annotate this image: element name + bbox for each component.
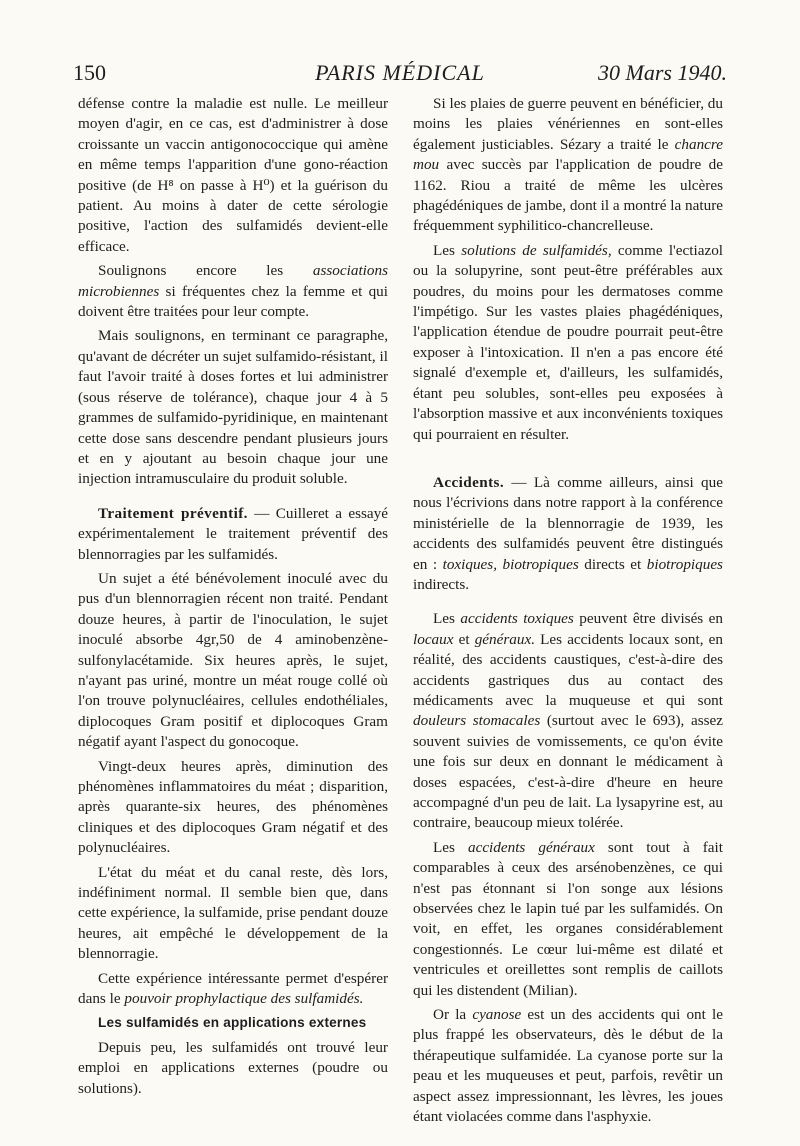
journal-title: PARIS MÉDICAL	[315, 60, 485, 85]
right-column	[413, 94, 723, 1134]
run-in-heading: Traitement préventif.	[98, 504, 248, 522]
issue-date: 30 Mars 1940.	[598, 60, 727, 85]
paragraph: défense contre la maladie est nulle. Le meilleur moyen d'agir, en ce cas, est d'administrer à dose croissante un vaccin antigonococcique qui amène en même temps l'apparition d'une gono-réaction positive (de H⁸ on passe à H⁰) et la guérison du patient. Au moins à dater de cette sérologie positive, l'action des sulfamidés devient-elle efficace.	[78, 95, 388, 255]
page-header	[73, 60, 727, 88]
paragraph: Vingt-deux heures après, diminution des phénomènes inflammatoires du méat ; disparition, après quarante-six heures, des phénomènes cliniques et des diplocoques Gram négatif et des polynucléaires.	[78, 757, 388, 857]
run-in-heading: Accidents.	[433, 473, 505, 491]
paragraph: Soulignons encore les associations microbiennes si fréquentes chez la femme et qui doivent être traitées pour leur compte.	[78, 262, 388, 321]
section-preventive-treatment: Traitement préventif. — Cuilleret a essayé expérimentalement le traitement préventif des blennorragies par les sulfamidés.	[78, 504, 388, 563]
paragraph: Si les plaies de guerre peuvent en bénéficier, du moins les plaies vénériennes en sont-elles également justiciables. Sézary a traité le chancre mou avec succès par l'application de poudre de 1162. Riou a traité de même les ulcères phagédéniques de jambe, dont il a montré la nature fréquemment syphilitico-chancrelleuse.	[413, 95, 723, 235]
paragraph: Un sujet a été bénévolement inoculé avec du pus d'un blennorragien récent non traité. Pendant douze heures, à partir de l'inoculation, le sujet inoculé absorbe 4gr,50 de 4 aminobenzène-sulfonylacétamide. Six heures après, le sujet, n'ayant pas uriné, montre un méat rouge collé où l'on trouve polynucléaires, cellules endothéliales, diplocoques Gram positif et diplocoques Gram négatif ayant l'aspect du gonocoque.	[78, 569, 388, 751]
section-accidents: Accidents. — Là comme ailleurs, ainsi que nous l'écrivions dans notre rapport à la conférence ministérielle de la blennorragie de 1939, les accidents des sulfamidés peuvent être distingués en : toxiques, biotropiques directs et biotropiques indirects.	[413, 473, 723, 593]
paragraph: Depuis peu, les sulfamidés ont trouvé leur emploi en applications externes (poudre ou solutions).	[78, 1038, 388, 1097]
left-column	[78, 94, 388, 1134]
paragraph: Or la cyanose est un des accidents qui ont le plus frappé les observateurs, dès le début de la thérapeutique sulfamidée. La cyanose porte sur la peau et les muqueuses et peut, parfois, revêtir un aspect assez impressionnant, les lèvres, les joues étant violacées comme dans l'asphyxie.	[413, 1006, 723, 1126]
paragraph: Les accidents toxiques peuvent être divisés en locaux et généraux. Les accidents locaux sont, en réalité, des accidents caustiques, c'est-à-dire des accidents gastriques dus au contact des médicaments avec la muqueuse et qui sont douleurs stomacales (surtout avec le 693), assez souvent suivies de vomissements, ce qu'on évite une fois sur deux en donnant le médicament à doses espacées, c'est-à-dire d'heure en heure accompagné d'un peu de lait. La lysapyrine est, au contraire, beaucoup mieux tolérée.	[413, 610, 723, 832]
page-number: 150	[73, 60, 106, 85]
section-heading: Les sulfamidés en applications externes	[98, 1015, 367, 1031]
paragraph: Les accidents généraux sont tout à fait comparables à ceux des arsénobenzènes, ce qui n'est pas étonnant si l'on songe aux lésions observées chez le lapin tué par les sulfamidés. On voit, en effet, les organes considérablement congestionnés. Le cœur lui-même est dilaté et ventricules et oreillettes sont remplis de caillots qui les distendent (Milian).	[413, 838, 723, 999]
paragraph: Cette expérience intéressante permet d'espérer dans le pouvoir prophylactique des sulfamidés.	[78, 969, 388, 1008]
paragraph: Les solutions de sulfamidés, comme l'ectiazol ou la solupyrine, sont peut-être préférables aux poudres, du moins pour les dermatoses comme l'impétigo. Sur les vastes plaies phagédéniques, l'application étendue de poudre pourrait peut-être exposer à l'intoxication. Il n'en a pas encore été signalé d'exemple et, d'ailleurs, les sulfamidés, étant peu solubles, sont-elles peu exposées à l'absorption massive et aux inconvénients toxiques qui pourraient en résulter.	[413, 241, 723, 443]
paragraph: Mais soulignons, en terminant ce paragraphe, qu'avant de décréter un sujet sulfamido-résistant, il faut l'avoir traité à doses fortes et lui administrer (sous réserve de tolérance), chaque jour 4 à 5 grammes de sulfamido-pyridinique, en maintenant cette dose sans descendre pendant plusieurs jours et en y ajoutant au besoin chaque jour une injection intramusculaire du produit soluble.	[78, 327, 388, 488]
paragraph: L'état du méat et du canal reste, dès lors, indéfiniment normal. Il semble bien que, dans cette expérience, la sulfamide, prise pendant douze heures, ait empêché le développement de la blennorragie.	[78, 863, 388, 963]
